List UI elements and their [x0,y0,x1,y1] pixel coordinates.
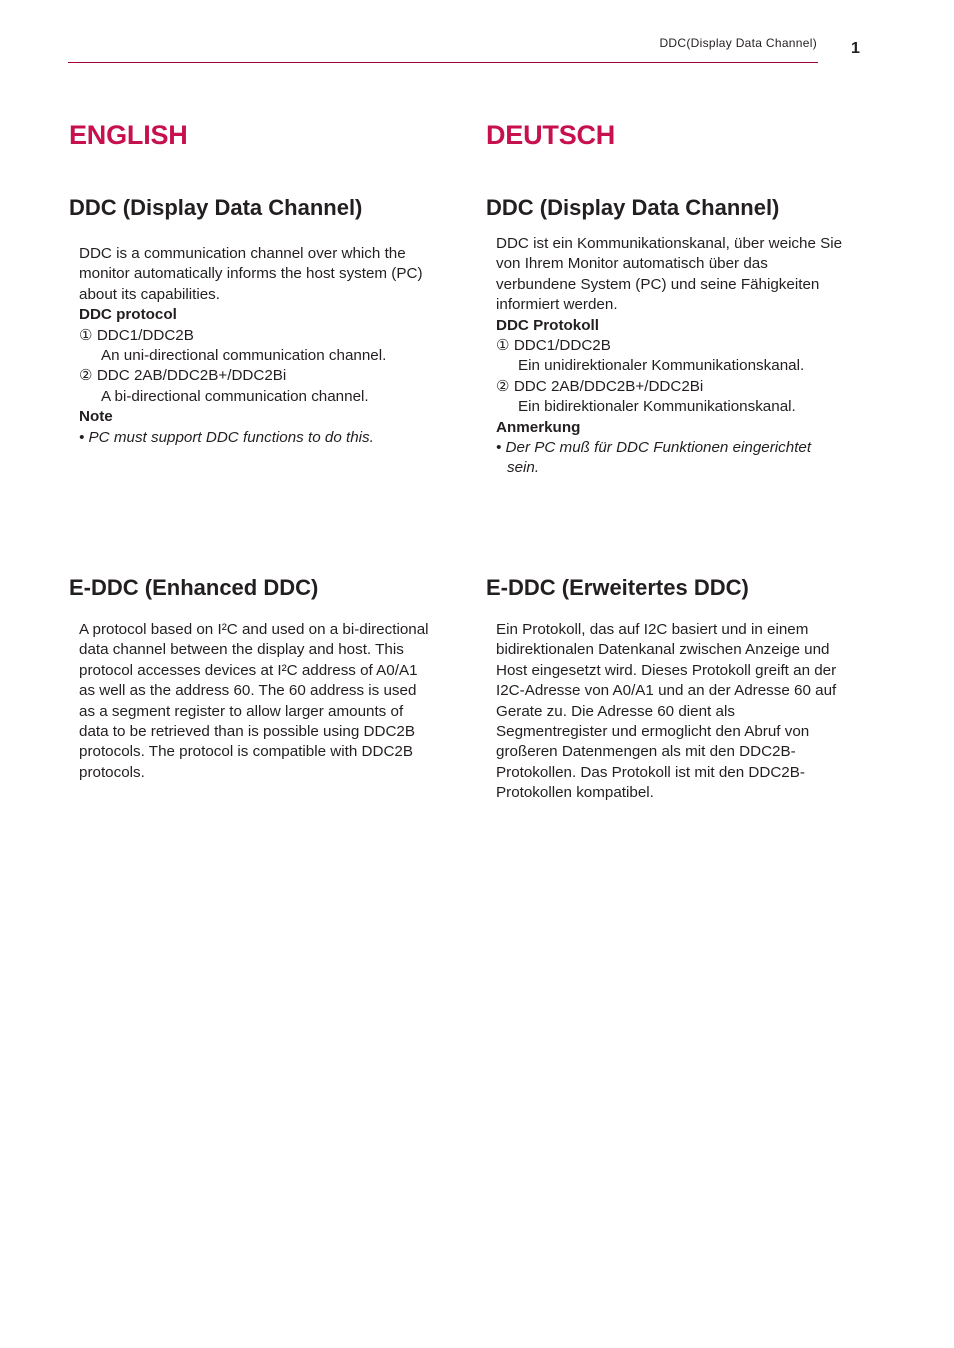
deutsch-protocol-heading: DDC Protokoll [496,316,599,334]
deutsch-note-heading: Anmerkung [496,418,581,436]
english-item2: ② DDC 2AB/DDC2B+/DDC2Bi [79,367,287,385]
english-ddc-body [79,244,429,448]
header-rule [68,62,818,63]
english-note-heading: Note [79,408,113,426]
page-number: 1 [851,40,860,57]
deutsch-item2: ② DDC 2AB/DDC2B+/DDC2Bi [496,377,704,395]
deutsch-item2-desc: Ein bidirektionaler Kommunikationskanal. [518,398,796,416]
deutsch-eddc-text: Ein Protokoll, das auf I2C basiert und in einem bidirektionalen Datenkanal zwischen Anzeige und Host eingesetzt wird. Dieses Protokoll greift an der I2C-Adresse von A0/A1 und an der Adresse 60 auf Gerate zu. Die Adresse 60 dient als Segmentregister und ermoglicht den Abruf von großeren Datenmengen als mit den DDC2B-Protokollen. Das Protokoll ist mit den DDC2B-Protokollen kompatibel. [496,621,837,802]
deutsch-ddc-intro: DDC ist ein Kommunikationskanal, über weiche Sie von Ihrem Monitor automatisch über das verbundene System (PC) und seine Fähigkeiten informiert werden. [496,235,843,314]
english-eddc-body [79,620,429,783]
english-ddc-title: DDC (Display Data Channel) [69,195,363,220]
english-title: ENGLISH [69,120,188,150]
deutsch-eddc-body [496,620,846,804]
english-ddc-intro: DDC is a communication channel over which the monitor automatically informs the host system (PC) about its capabilities. [79,245,423,303]
english-item1: ① DDC1/DDC2B [79,326,194,344]
deutsch-column [486,116,856,802]
deutsch-ddc-title: DDC (Display Data Channel) [486,195,780,220]
english-column [69,116,439,781]
running-header: DDC(Display Data Channel) [659,36,817,50]
english-note: • PC must support DDC functions to do this. [79,428,374,446]
deutsch-eddc-title: E-DDC (Erweitertes DDC) [486,575,749,600]
english-item2-desc: A bi-directional communication channel. [101,387,369,405]
english-protocol-heading: DDC protocol [79,306,177,324]
deutsch-note: • Der PC muß für DDC Funktionen eingerichtet sein. [496,439,812,477]
english-eddc-title: E-DDC (Enhanced DDC) [69,575,319,600]
deutsch-item1-desc: Ein unidirektionaler Kommunikationskanal. [518,357,805,375]
deutsch-ddc-body [496,234,846,479]
deutsch-title: DEUTSCH [486,120,616,150]
english-eddc-text: A protocol based on I²C and used on a bi-directional data channel between the display and host. This protocol accesses devices at I²C address of A0/A1 as well as the address 60. The 60 address is used as a segment register to allow larger amounts of data to be retrieved than is possible using DDC2B protocols. The protocol is compatible with DDC2B protocols. [79,621,429,781]
deutsch-item1: ① DDC1/DDC2B [496,337,611,355]
english-item1-desc: An uni-directional communication channel. [101,347,387,365]
